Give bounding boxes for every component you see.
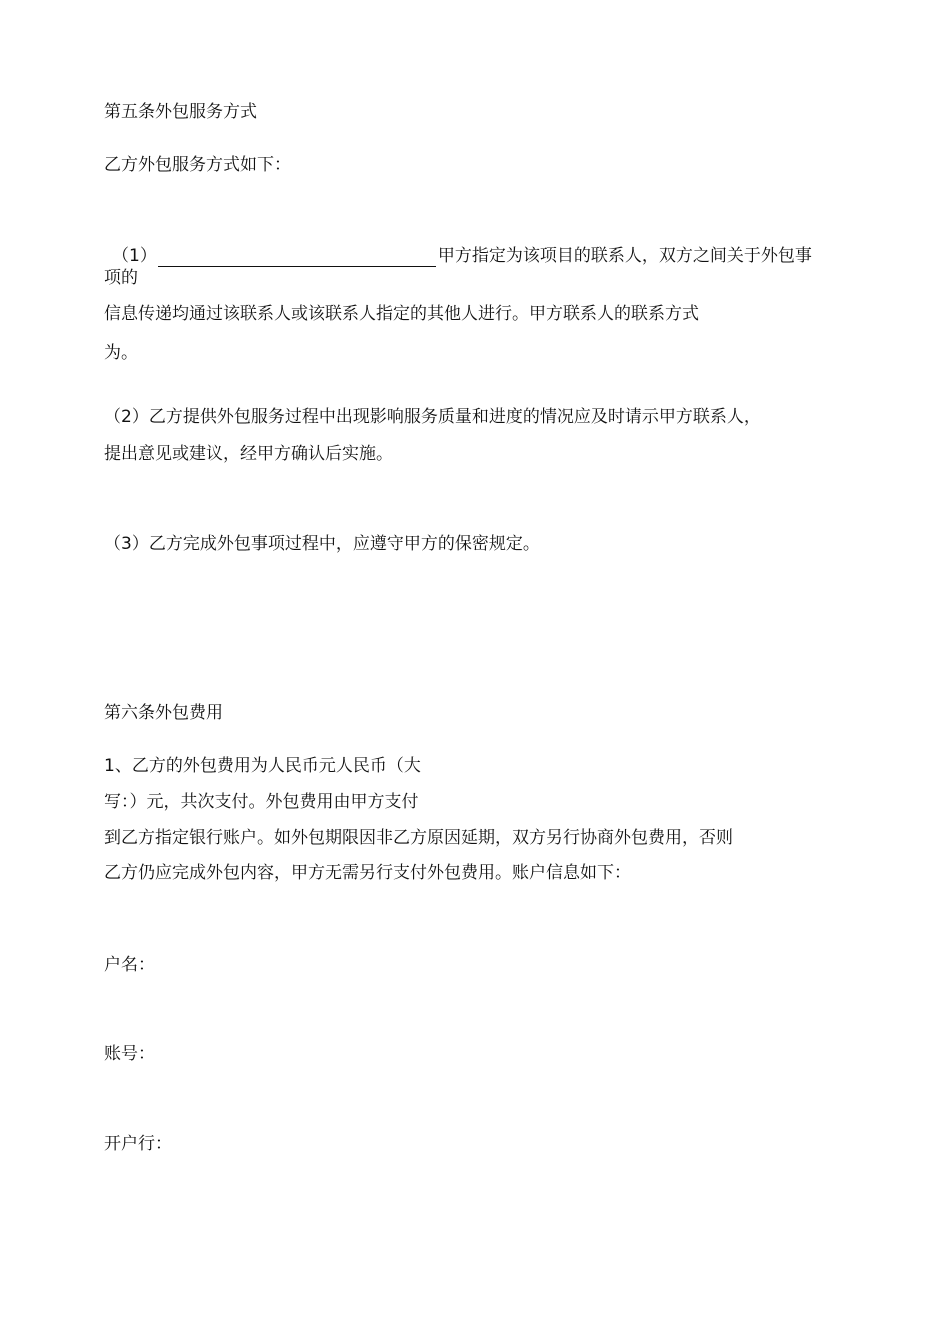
section5-heading: 第五条外包服务方式	[104, 102, 257, 122]
item1-prefix: （1）	[112, 246, 157, 266]
section5-item2-line1: （2）乙方提供外包服务过程中出现影响服务质量和进度的情况应及时请示甲方联系人，	[104, 407, 761, 427]
section5-item1-line1	[112, 245, 812, 267]
section5-item3: （3）乙方完成外包事项过程中，应遵守甲方的保密规定。	[104, 534, 540, 554]
account-name-label: 户名：	[104, 955, 155, 975]
section6-para-line1: 1、乙方的外包费用为人民币元人民币（大	[104, 756, 421, 776]
section6-para-line3: 到乙方指定银行账户。如外包期限因非乙方原因延期，双方另行协商外包费用，否则	[104, 828, 733, 848]
section5-item1-line2: 项的	[104, 268, 138, 288]
section6-heading: 第六条外包费用	[104, 703, 223, 723]
section5-item1-line4: 为。	[104, 343, 138, 363]
account-number-label: 账号：	[104, 1044, 155, 1064]
bank-label: 开户行：	[104, 1134, 172, 1154]
section5-item1-line3: 信息传递均通过该联系人或该联系人指定的其他人进行。甲方联系人的联系方式	[104, 304, 699, 324]
contact-blank-field	[158, 248, 436, 267]
section6-para-line4: 乙方仍应完成外包内容，甲方无需另行支付外包费用。账户信息如下：	[104, 863, 631, 883]
section5-intro: 乙方外包服务方式如下：	[104, 155, 291, 175]
section6-para-line2: 写：）元，共次支付。外包费用由甲方支付	[104, 792, 419, 812]
item1-text: 甲方指定为该项目的联系人，双方之间关于外包事	[437, 246, 812, 266]
section5-item2-line2: 提出意见或建议，经甲方确认后实施。	[104, 444, 393, 464]
